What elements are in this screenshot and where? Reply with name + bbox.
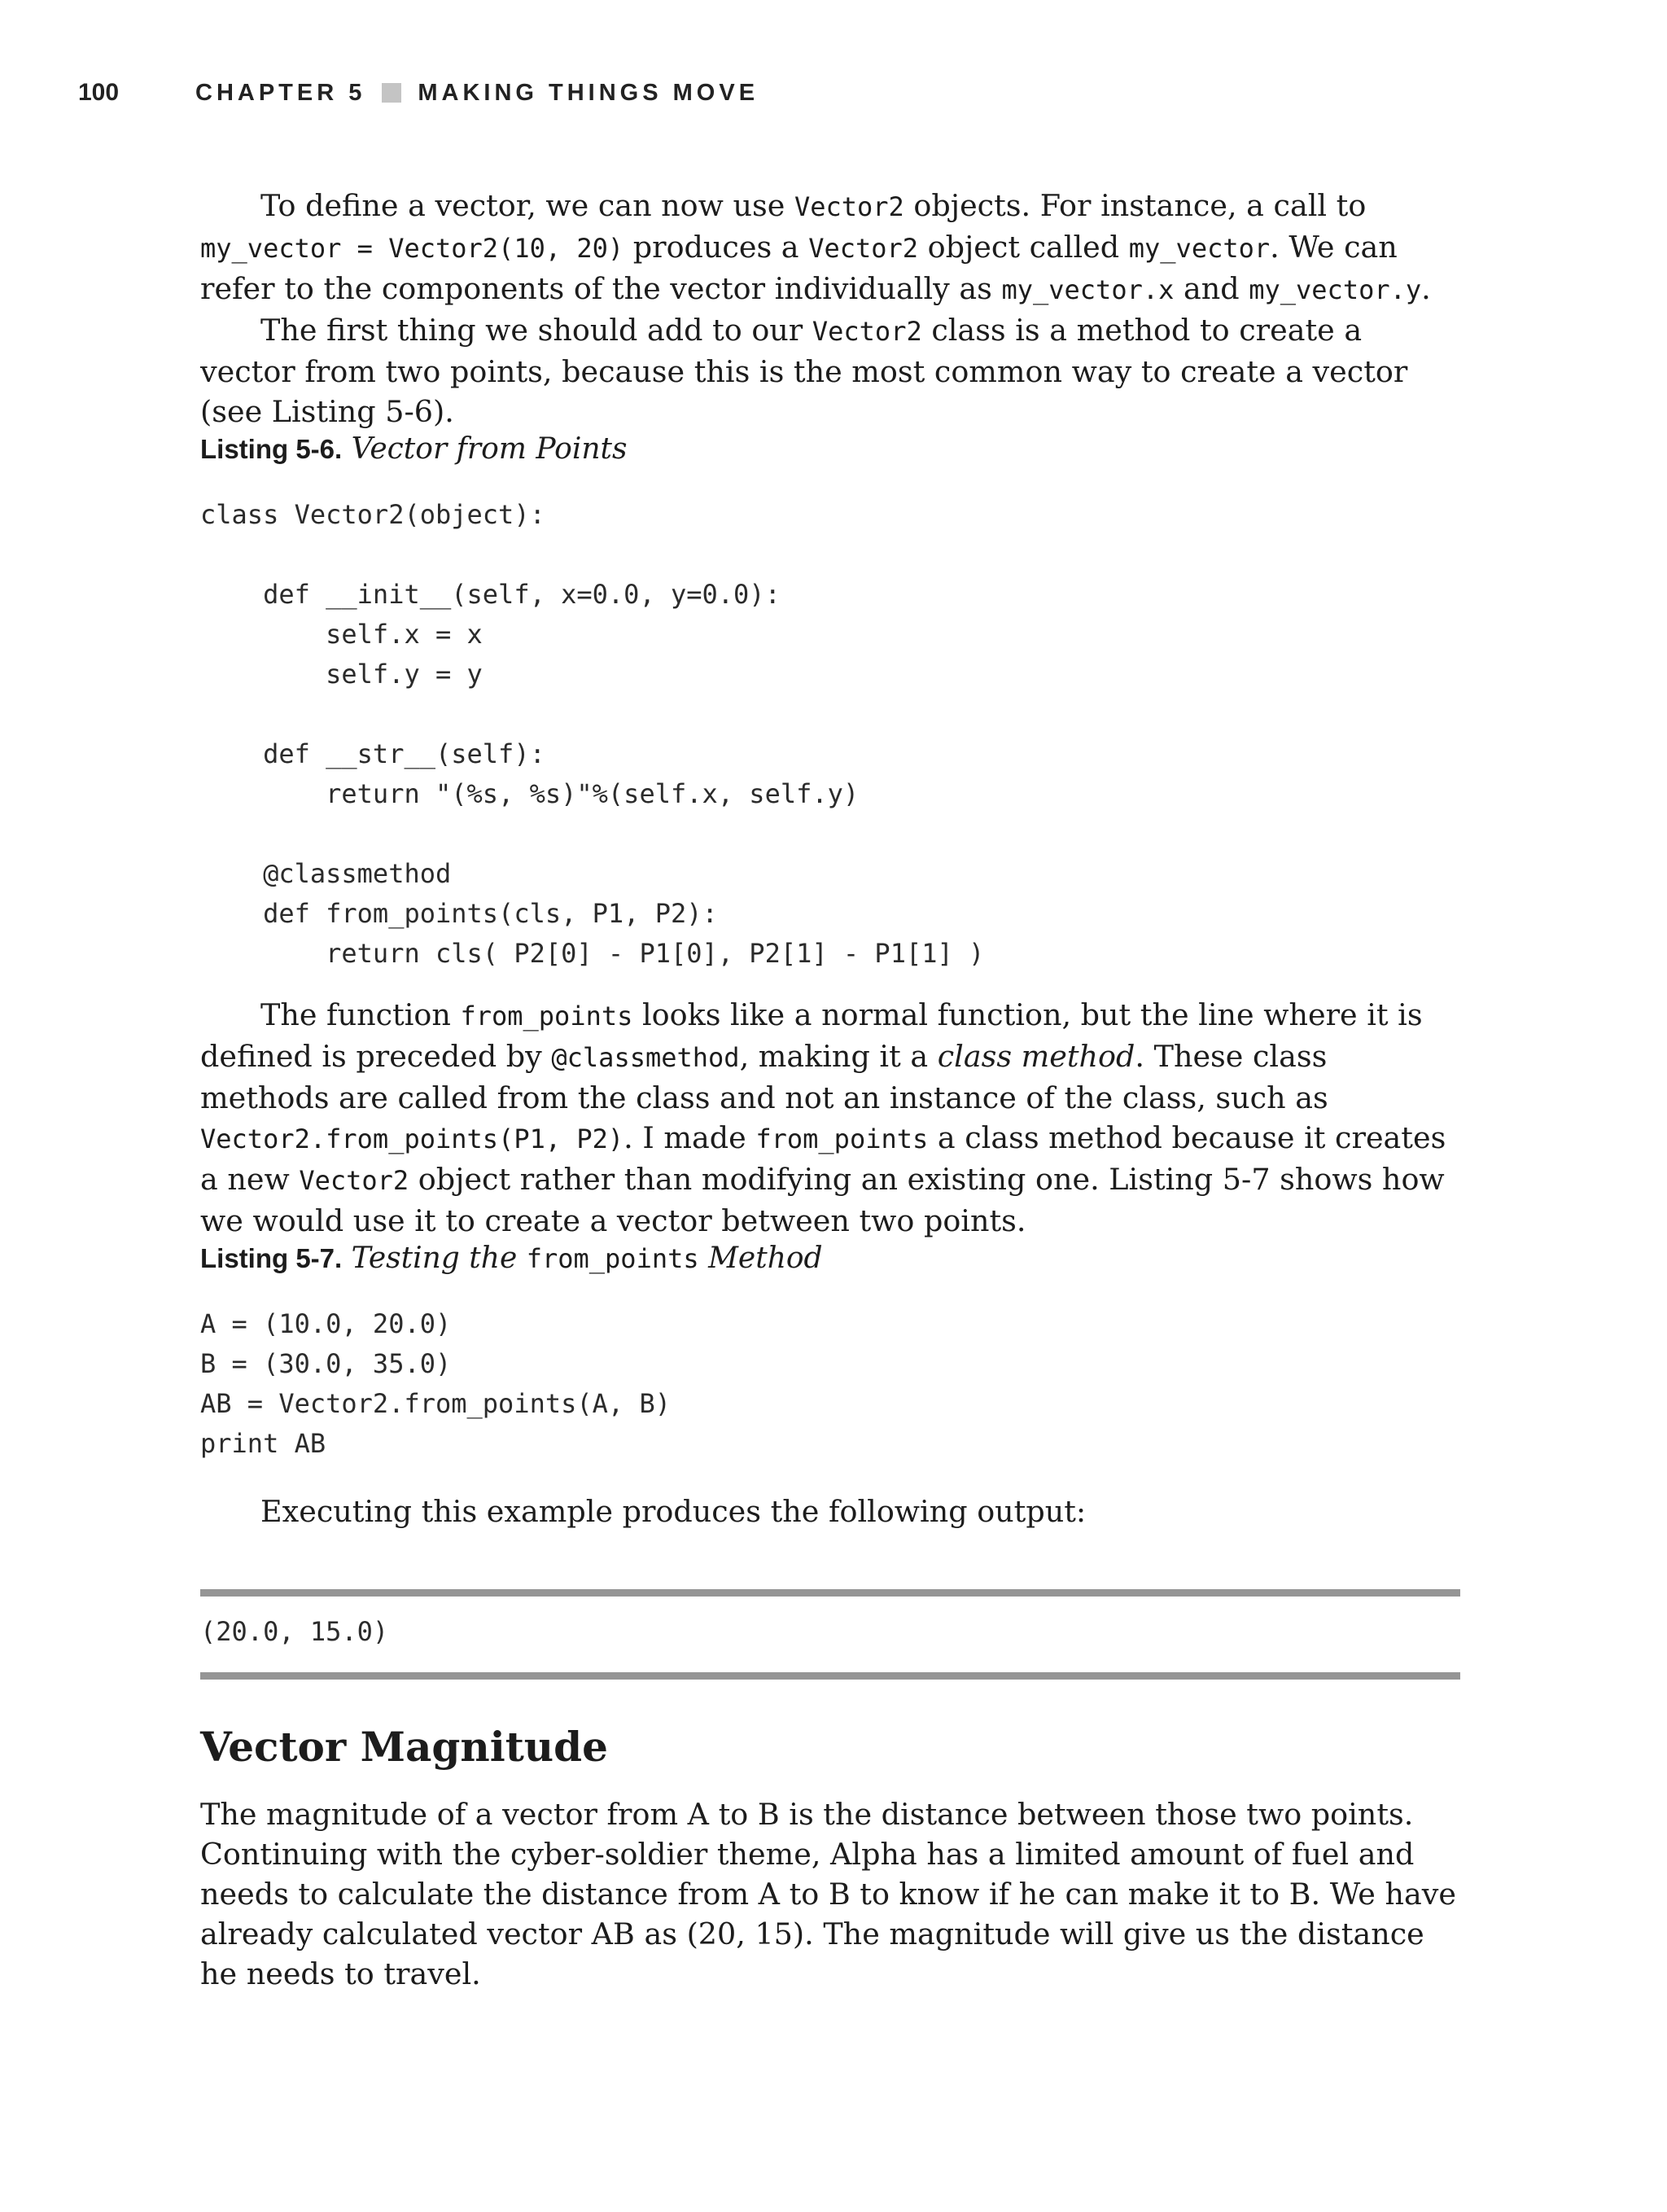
chapter-label: CHAPTER 5 [195,79,366,106]
listing-5-7-caption [200,1241,823,1277]
listing-5-7-code: A = (10.0, 20.0) B = (30.0, 35.0) AB = Vector2.from_points(A, B) print AB [200,1308,671,1459]
listing-title: Vector from Points [351,432,628,466]
executing-text-block [200,1491,1460,1531]
explanation-text [200,995,1460,1241]
listing-5-6-code: class Vector2(object): def __init__(self, x=0.0, y=0.0): self.x = x self.y = y def __str__(self): return "(%s, %s)"%(self.x, self.y) @classmethod def from_points(cls, P1, P2): return cls( P2[0] - P1[0], P2[1] - P1[1] ) [200,499,985,969]
intro-paragraph-1: To define a vector, we can now use Vector2 objects. For instance, a call to my_vector = Vector2(10, 20) produces a Vector2 object called my_vector. We can refer to the components of the vector individually as my_vector.x and my_vector.y. [200,188,1431,306]
listing-title: Testing the from_points Method [351,1242,823,1275]
output-bottom-rule [200,1672,1460,1680]
executing-text: Executing this example produces the following output: [260,1494,1087,1529]
section-heading: Vector Magnitude [200,1723,608,1771]
intro-paragraph-2: The first thing we should add to our Vector2 class is a method to create a vector from two points, because this is the most common way to create a vector (see Listing 5-6). [200,313,1408,429]
page-number: 100 [78,79,120,106]
intro-text [200,186,1460,431]
listing-label: Listing 5-7. [200,1243,343,1273]
section-text [200,1794,1460,1994]
chapter-title: MAKING THINGS MOVE [418,79,759,106]
explanation-paragraph: The function from_points looks like a normal function, but the line where it is defined is preceded by @classmethod, making it a class method. These class methods are called from the class and not an instance of the class, such as Vector2.from_points(P1, P2). I made from_points a class method because it creates a new Vector2 object rather than modifying an existing one. Listing 5-7 shows how we would use it to create a vector between two points. [200,997,1446,1238]
listing-label: Listing 5-6. [200,434,343,464]
section-paragraph: The magnitude of a vector from A to B is the distance between those two points. Continuing with the cyber-soldier theme, Alpha has a limited amount of fuel and needs to calculate the distance from A to B to know if he can make it to B. We have already calculated vector AB as (20, 15). The magnitude will give us the distance he needs to travel. [200,1797,1456,1991]
output-code: (20.0, 15.0) [200,1616,389,1647]
running-header [78,77,1462,109]
header-separator-square [382,83,401,103]
output-top-rule [200,1589,1460,1597]
listing-5-6-caption [200,431,627,467]
